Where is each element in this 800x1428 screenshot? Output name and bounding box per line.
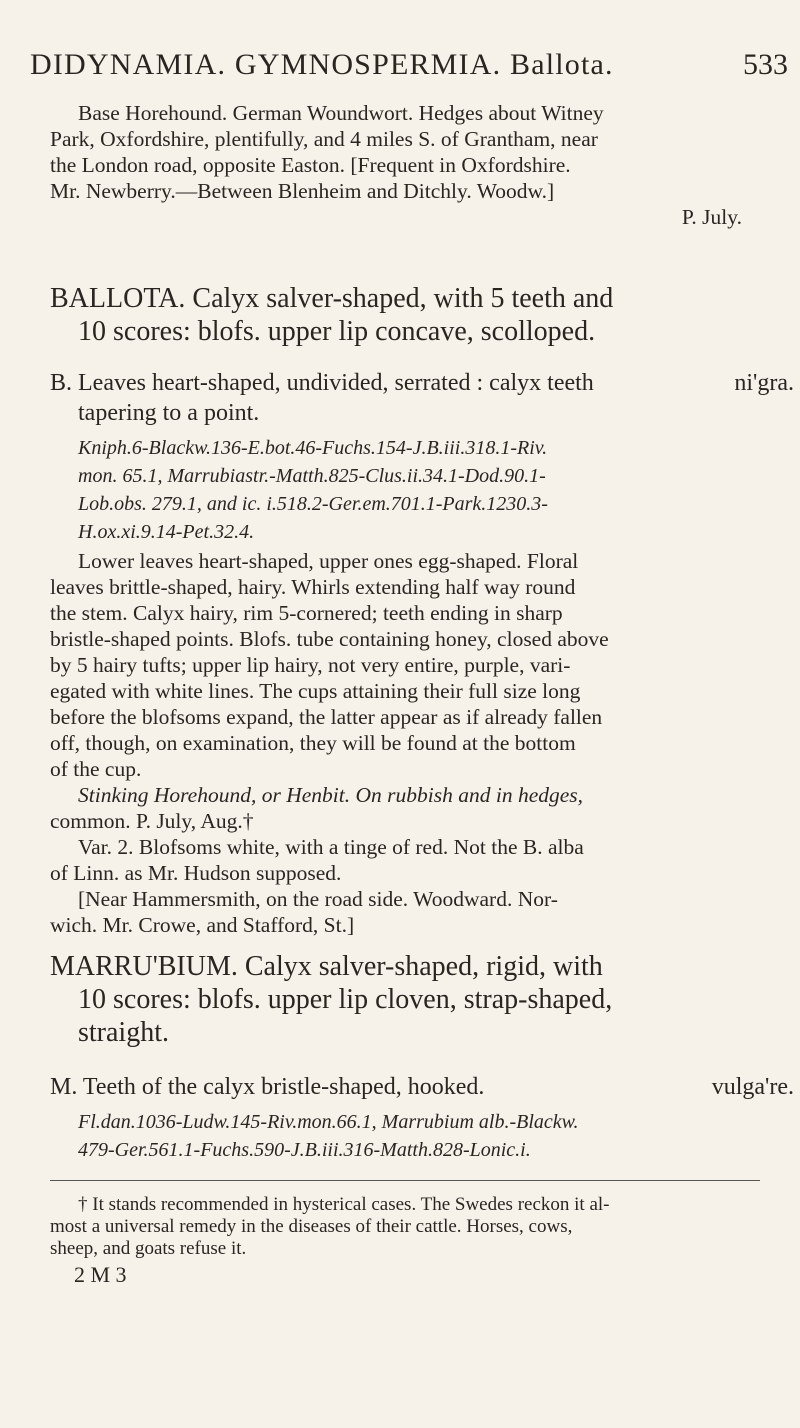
page-number: 533: [743, 48, 788, 81]
genus-heading-line: straight.: [78, 1017, 169, 1048]
printer-signature: 2 M 3: [74, 1262, 127, 1287]
genus-heading-line: BALLOTA. Calyx salver-shaped, with 5 teeth and: [50, 283, 614, 314]
ballota-description: [50, 548, 772, 938]
description-line: before the blofsoms expand, the latter appear as if already fallen: [50, 705, 603, 729]
common-name-line: Stinking Horehound, or Henbit. On rubbish and in hedges,: [78, 783, 584, 807]
intro-line: Base Horehound. German Woundwort. Hedges about Witney: [78, 101, 604, 125]
marrubium-references: [50, 1108, 772, 1164]
header-title: DIDYNAMIA. GYMNOSPERMIA. Ballota.: [30, 48, 614, 81]
marrubium-genus: [50, 950, 772, 1049]
marrubium-species: [50, 1072, 772, 1102]
footnote-line: most a universal remedy in the diseases of their cattle. Horses, cows,: [50, 1216, 573, 1237]
description-line: of the cup.: [50, 757, 142, 781]
variety-line: of Linn. as Mr. Hudson supposed.: [50, 861, 342, 885]
species-diagnosis-line: B. Leaves heart-shaped, undivided, serrated : calyx teeth: [50, 370, 594, 396]
ballota-genus: [50, 282, 772, 348]
intro-flowering: P. July.: [681, 205, 742, 229]
running-header: [30, 48, 788, 84]
description-line: by 5 hairy tufts; upper lip hairy, not very entire, purple, vari-: [50, 653, 571, 677]
description-line: Lower leaves heart-shaped, upper ones egg-shaped. Floral: [78, 549, 579, 573]
intro-line: Park, Oxfordshire, plentifully, and 4 miles S. of Grantham, near: [50, 127, 598, 151]
reference-line: Fl.dan.1036-Ludw.145-Riv.mon.66.1, Marrubium alb.-Blackw.: [78, 1111, 579, 1133]
reference-line: H.ox.xi.9.14-Pet.32.4.: [78, 521, 255, 543]
ballota-species: [50, 368, 772, 428]
species-margin-name: ni'gra.: [734, 370, 794, 396]
reference-line: Lob.obs. 279.1, and ic. i.518.2-Ger.em.701.1-Park.1230.3-: [78, 493, 548, 515]
common-name-line: common. P. July, Aug.†: [50, 809, 254, 833]
footnote-line: sheep, and goats refuse it.: [50, 1238, 247, 1259]
footnote-line: † It stands recommended in hysterical cases. The Swedes reckon it al-: [78, 1194, 610, 1215]
genus-heading-line: 10 scores: blofs. upper lip concave, scolloped.: [78, 316, 596, 347]
reference-line: Kniph.6-Blackw.136-E.bot.46-Fuchs.154-J.B.iii.318.1-Riv.: [78, 437, 548, 459]
footnote: [50, 1194, 770, 1260]
reference-line: mon. 65.1, Marrubiastr.-Matth.825-Clus.ii.34.1-Dod.90.1-: [78, 465, 546, 487]
species-margin-name: vulga're.: [711, 1074, 794, 1100]
ballota-references: [50, 434, 772, 546]
intro-paragraph: [50, 100, 772, 230]
description-line: leaves brittle-shaped, hairy. Whirls extending half way round: [50, 575, 576, 599]
locality-line: [Near Hammersmith, on the road side. Woodward. Nor-: [78, 887, 558, 911]
description-line: egated with white lines. The cups attaining their full size long: [50, 679, 581, 703]
species-diagnosis-line: tapering to a point.: [78, 400, 260, 426]
description-line: the stem. Calyx hairy, rim 5-cornered; teeth ending in sharp: [50, 601, 563, 625]
genus-heading-line: MARRU'BIUM. Calyx salver-shaped, rigid, with: [50, 951, 603, 982]
description-line: bristle-shaped points. Blofs. tube containing honey, closed above: [50, 627, 609, 651]
variety-line: Var. 2. Blofsoms white, with a tinge of red. Not the B. alba: [78, 835, 584, 859]
species-diagnosis-line: M. Teeth of the calyx bristle-shaped, hooked.: [50, 1074, 485, 1100]
description-line: off, though, on examination, they will be found at the bottom: [50, 731, 576, 755]
reference-line: 479-Ger.561.1-Fuchs.590-J.B.iii.316-Matth.828-Lonic.i.: [78, 1139, 531, 1161]
locality-line: wich. Mr. Crowe, and Stafford, St.]: [50, 913, 355, 937]
intro-line: the London road, opposite Easton. [Frequent in Oxfordshire.: [50, 153, 571, 177]
footnote-rule: [50, 1180, 760, 1181]
intro-line: Mr. Newberry.—Between Blenheim and Ditchly. Woodw.]: [50, 179, 555, 203]
genus-heading-line: 10 scores: blofs. upper lip cloven, strap-shaped,: [78, 984, 613, 1015]
